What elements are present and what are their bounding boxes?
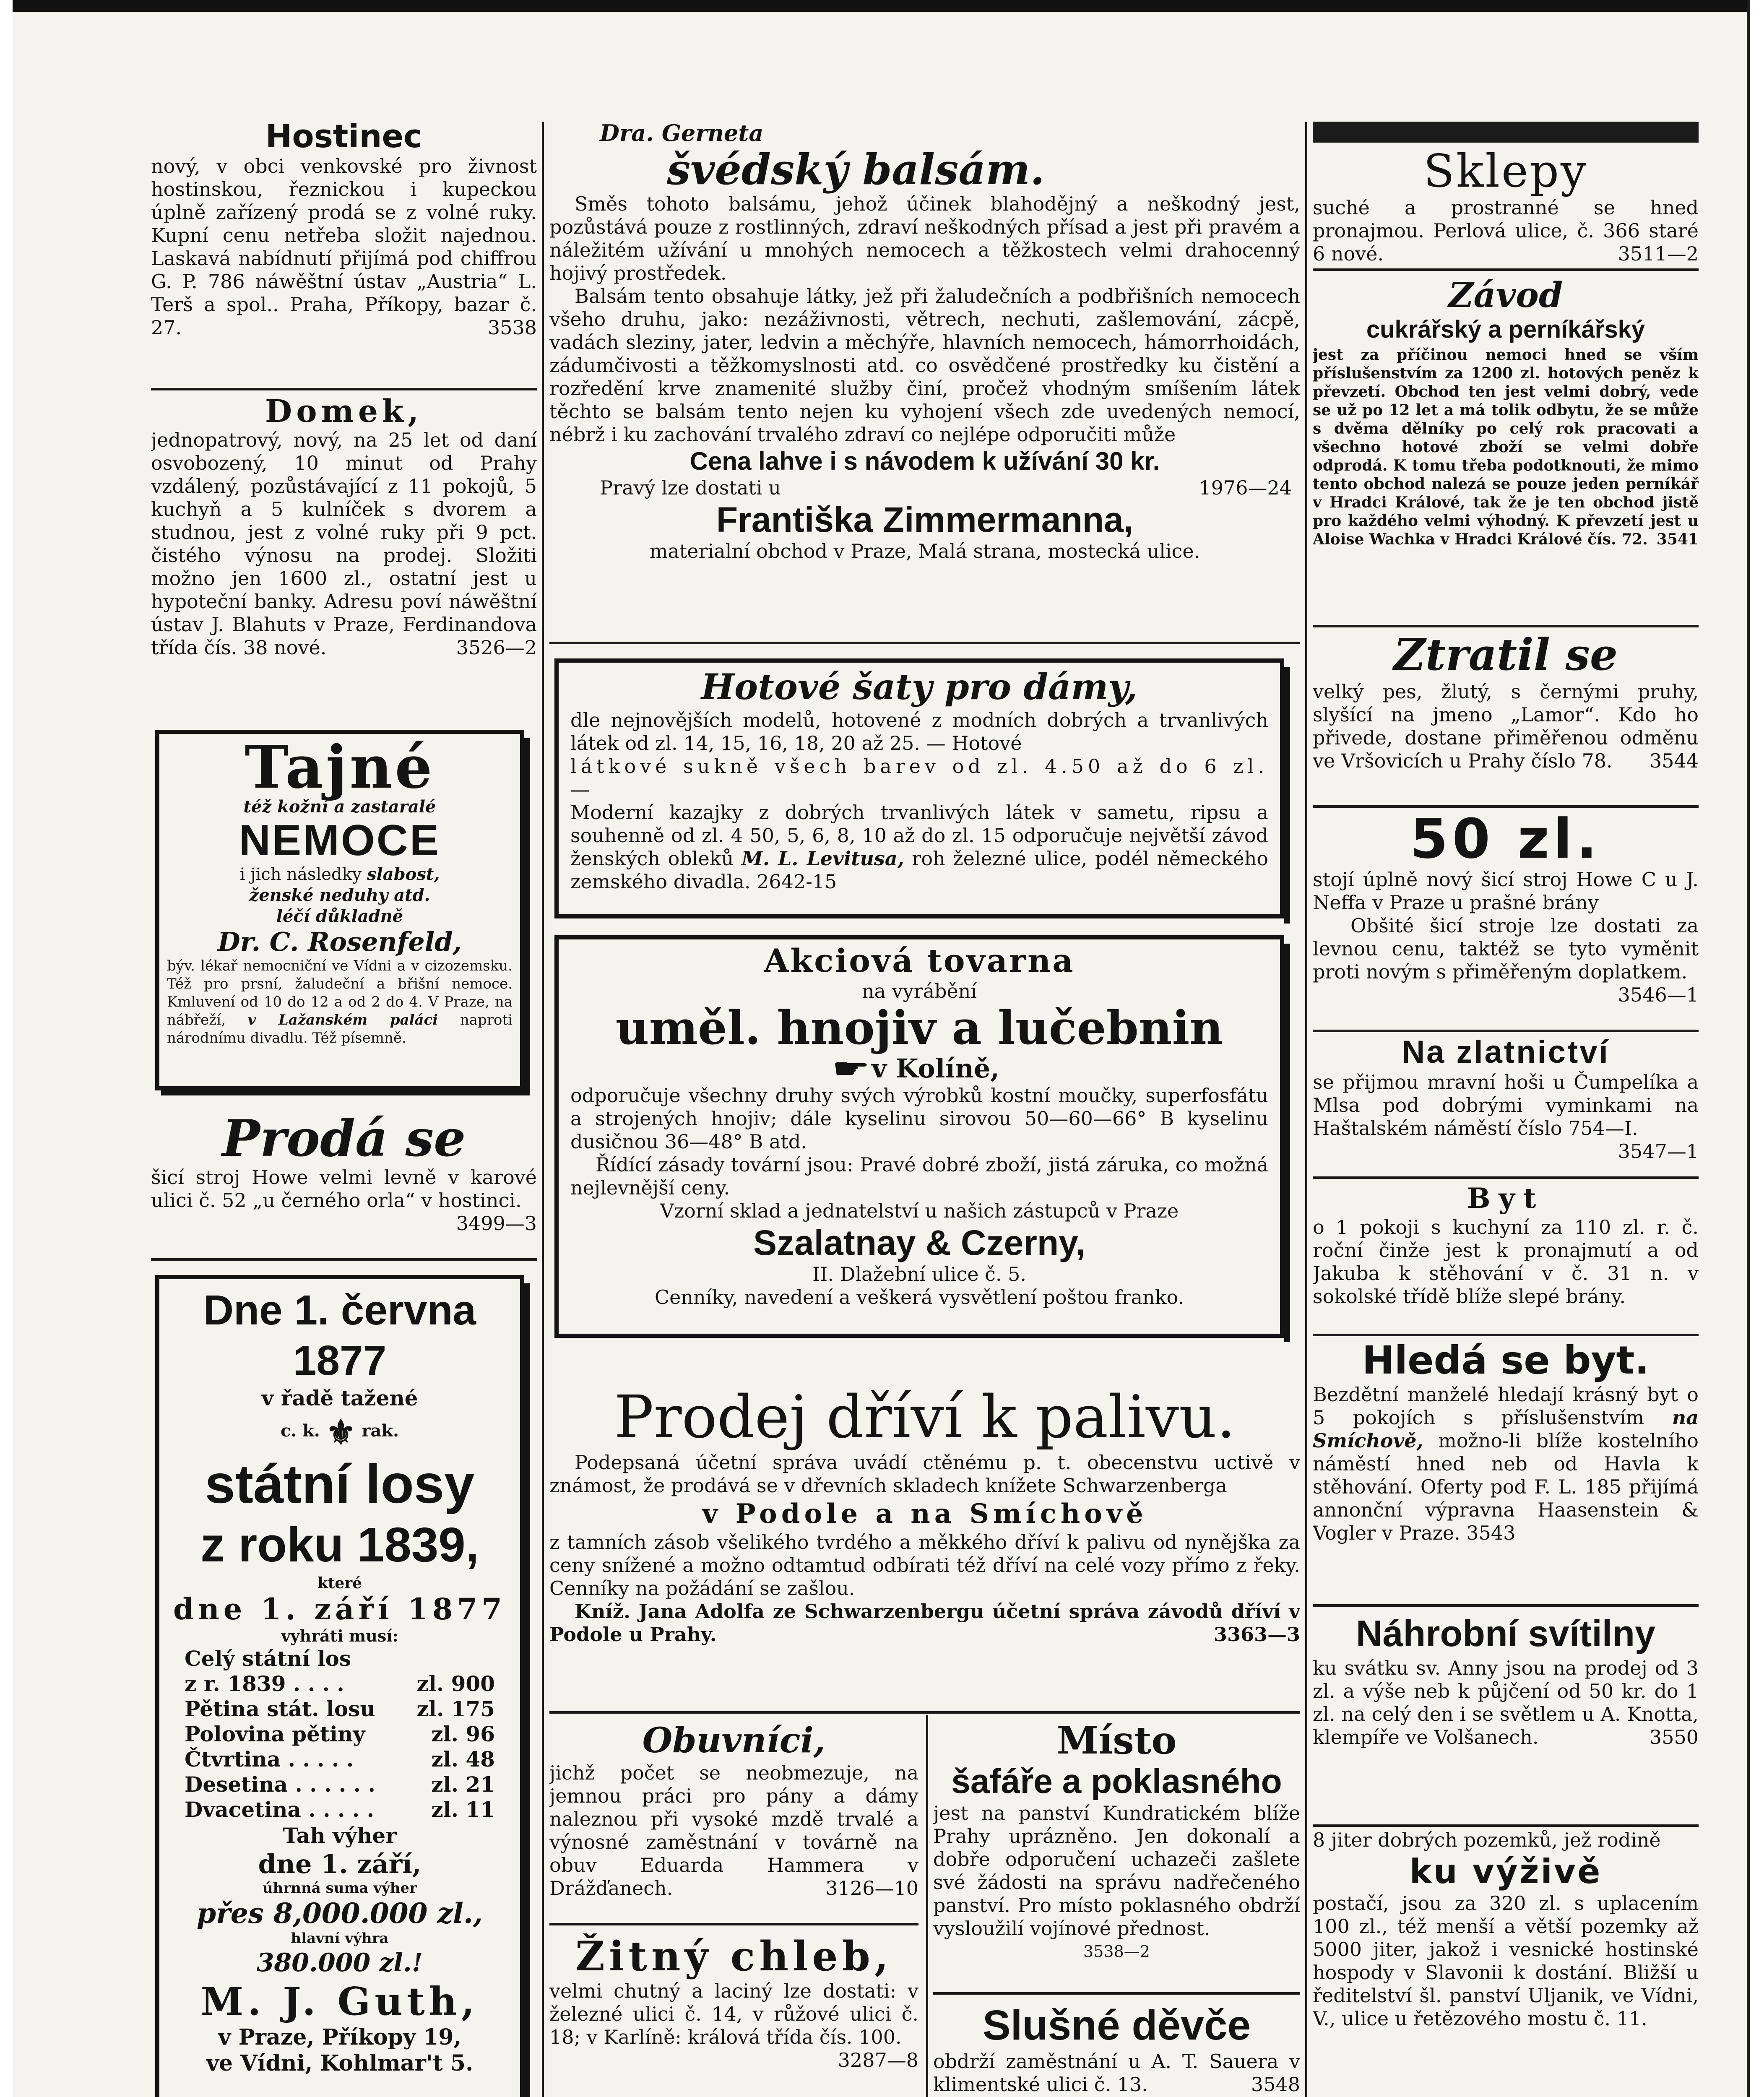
- ad-chleb: [549, 1933, 918, 2072]
- rule: [549, 1711, 1300, 1714]
- ad-line: i jich následky slabost,: [239, 864, 440, 884]
- ad-title: Obuvníci,: [642, 1720, 826, 1761]
- ad-balsam: [549, 120, 1300, 563]
- prize-row: Polovina pětiny zl. 96: [185, 1722, 495, 1746]
- ad-ref: 3499—3: [456, 1212, 537, 1235]
- ad-title: švédský balsám.: [667, 145, 1045, 194]
- ad-address: ve Vídni, Kohlmar't 5.: [206, 2050, 474, 2076]
- ad-place: ☛ v Kolíně,: [832, 1053, 999, 1084]
- ad-body: stojí úplně nový šicí stroj Howe C u J. Neffa v Praze u prašné brány: [1313, 868, 1699, 914]
- ad-main-prize: 380.000 zl.!: [256, 1948, 423, 1977]
- ad-ztratil: [1313, 629, 1699, 773]
- ad-price: Cena lahve i s návodem k užívání 30 kr.: [689, 447, 1160, 475]
- ad-line: v řadě tažené: [261, 1386, 418, 1410]
- ad-title: Akciová tovarna: [764, 942, 1075, 979]
- ad-domek: [151, 394, 537, 659]
- box-shadow: [524, 1283, 530, 2097]
- ad-byt: [1313, 1181, 1699, 1308]
- rule: [1313, 1176, 1699, 1179]
- ad-proda-se: [151, 1111, 537, 1235]
- ad-address: v Praze, Příkopy 19,: [218, 2024, 461, 2050]
- scan-top-edge: [13, 0, 1753, 12]
- ad-year: z roku 1839,: [200, 1517, 479, 1572]
- ad-title: Byt: [1467, 1182, 1545, 1215]
- scan-edge-left: [0, 0, 14, 2097]
- rule: [549, 642, 1300, 644]
- ad-title: Prodej dříví k palivu.: [614, 1384, 1236, 1452]
- ad-body: Obšité šicí stroje lze dostati za levnou cenu, taktéž se tyto vyměnit proti novým s přiměřeným doplatkem. 3546—1: [1313, 914, 1699, 1006]
- prize-row: z r. 1839 . . . . zl. 900: [185, 1671, 495, 1696]
- ad-devce: [933, 2001, 1300, 2096]
- ad-title: ku výživě: [1409, 1852, 1602, 1891]
- ad-title: Domek,: [265, 394, 423, 429]
- ad-big: uměl. hnojiv a lučebnin: [615, 1001, 1223, 1055]
- ad-author: Dra. Gerneta: [600, 120, 764, 146]
- ad-title: 50 zl.: [1410, 809, 1601, 871]
- ad-50zl: [1313, 809, 1699, 1007]
- ad-body: Balsám tento obsahuje látky, jež při žaludečních a podbřišních nemocech všeho druhu, jako: nezáživnosti, větrech, nechuti, zašlemování, zácpě, vadách sleziny, jater, ledvin a měchýře, hlavních nemocech, hámorrhoidách, zádumčivosti a těžkomyslnosti atd. co osvědčené prostředky ku čistění a rozředění krve znamenité služby činí, pročež vhodným smíšením látek těchto se balsám tento nejen ku vyhojení všech zde uvedených nemocí, nébrž i ku zachování trvalého zdraví co nejlépe odporučiti může: [549, 285, 1300, 446]
- ad-title: Dne 1. června 1877: [203, 1287, 476, 1384]
- box-shadow: [161, 1090, 530, 1095]
- ad-body: dle nejnovějších modelů, hotovené z modních dobrých a trvanlivých látek od zl. 14, 15, 16, 18, 20 až 25. — Hotové: [570, 709, 1268, 755]
- ad-ref: 3550: [1649, 1726, 1699, 1748]
- ad-line: ženské neduhy atd.: [249, 885, 430, 905]
- box-shadow: [1284, 667, 1290, 924]
- rule: [151, 388, 537, 390]
- ad-body: Vzorní sklad a jednatelství u našich zástupců v Praze: [660, 1199, 1179, 1222]
- ad-title: Místo: [1056, 1720, 1177, 1763]
- ad-body: šicí stroj Howe velmi levně v karové ulici č. 52 „u černého orla“ v hostinci. 3499—3: [151, 1166, 537, 1235]
- ad-tovarna-box: [554, 935, 1284, 1338]
- ad-title: Náhrobní svítilny: [1356, 1613, 1655, 1654]
- ad-ref: 3547—1: [1618, 1140, 1699, 1163]
- column-rule-1: [542, 122, 544, 2097]
- ad-tajne-box: [155, 730, 524, 1090]
- ad-firm: Františka Zimmermanna,: [716, 500, 1134, 539]
- ad-saty-box: [554, 658, 1284, 918]
- prize-table: [168, 1646, 512, 1822]
- ad-body: ku svátku sv. Anny jsou na prodej od 3 zl. a výše neb k půjčení od 50 kr. do 1 zl. na celý den i se světlem u A. Knotta, klempíře ve Volšanech. 3550: [1313, 1657, 1699, 1748]
- ad-line: Pravý lze dostati u 1976—24: [600, 476, 1292, 499]
- ad-title: Hledá se byt.: [1362, 1338, 1650, 1383]
- prize-row: Celý státní los: [185, 1646, 351, 1671]
- ad-line: Cenníky, navedení a veškerá vysvětlení poštou franko.: [654, 1286, 1184, 1309]
- ad-body: postačí, jsou za 320 zl. s uplacením 100 zl., též menší a větší pozemky až 5000 jiter, jakož i vesnické hostinské hospody v Slavonii k dostání. Bližší u ředitelství šl. panství Uljanik, ve Vídni, V., ulice u řetězového mostu č. 11.: [1313, 1892, 1699, 2030]
- ad-body: velký pes, žlutý, s černými pruhy, slyšící na jmeno „Lamor“. Kdo ho přivede, dostane přiměřenou odměnu ve Vršovicích u Prahy číslo 78. 3544: [1313, 680, 1699, 772]
- ad-title: Sklepy: [1423, 147, 1588, 198]
- ad-line: hlavní výhra: [291, 1930, 389, 1947]
- ad-big: státní losy: [205, 1453, 475, 1514]
- ad-title-2: cukrářský a perníkářský: [1366, 316, 1645, 343]
- ad-ref: 3538—2: [1083, 1942, 1150, 1961]
- ad-ref: 3541: [1656, 531, 1699, 548]
- ad-ref: 3543: [1466, 1522, 1516, 1544]
- ad-zlatnictvi: [1313, 1034, 1699, 1163]
- ad-address: materialní obchod v Praze, Malá strana, mostecká ulice.: [649, 540, 1200, 562]
- ad-ref: 3546—1: [1618, 983, 1699, 1006]
- ad-title: Prodá se: [222, 1111, 466, 1168]
- ad-line: dne 1. září,: [258, 1849, 421, 1879]
- ad-body: látkové sukně všech barev od zl. 4.50 až do 6 zl. —: [570, 755, 1268, 801]
- ad-lead: 8 jiter dobrých pozemků, jež rodině: [1313, 1829, 1661, 1851]
- prize-row: Desetina . . . . . . zl. 21: [185, 1772, 495, 1797]
- ad-line: úhrnná suma výher: [262, 1880, 417, 1897]
- ad-body: velmi chutný a laciný lze dostati: v železné ulici č. 14, v růžové ulici č. 18; v Karlíně: králová třída čís. 100. 3287—8: [549, 1980, 918, 2071]
- ad-total: přes 8,000.000 zl.,: [197, 1897, 483, 1930]
- ad-title: Na zlatnictví: [1402, 1034, 1610, 1070]
- ad-firm: Szalatnay & Czerny,: [753, 1223, 1086, 1262]
- ad-date: dne 1. září 1877: [173, 1592, 506, 1626]
- ad-sklepy: [1313, 147, 1699, 265]
- ad-body: jest za příčinou nemoci hned se vším příslušenstvím za 1200 zl. hotových peněz k převzetí. Obchod ten jest velmi dobrý, vede se už po 12 let a má tolik odbytu, že se může s dvěma dělníky po celý rok pracovati a všechno hotové zboží se velmi dobře odprodá. K tomu třeba podotknouti, že mimo tento obchod nalezá se pouze jeden perníkář v Hradci Králové, tak že je ten obchod jistě pro každého velmi výhodný. K převzetí jest u Aloise Wachka v Hradci Králové čís. 72. 3541: [1313, 346, 1699, 548]
- ad-body: Moderní kazajky z dobrých trvanlivých látek v sametu, ripsu a souhenně od zl. 4 50, 5, 6, 8, 10 až do zl. 15 odporučuje největší závod ženských obleků M. L. Levitusa, roh železné ulice, podél německého zemského divadla. 2642-15: [570, 801, 1269, 893]
- ad-ref: 3544: [1649, 749, 1699, 772]
- ad-body: Řídící zásady tovární jsou: Pravé dobré zboží, jistá záruka, co možná nejlevnější ceny.: [570, 1153, 1268, 1199]
- ad-title: Slušné děvče: [982, 2002, 1251, 2049]
- ad-body: Bezdětní manželé hledají krásný byt o 5 pokojích s příslušenstvím na Smíchově, možno-li blíže kostelního náměstí hned neb od Havla k stěhování. Oferty pod F. L. 185 přijímá annonční výpravna Haasenstein & Vogler v Praze. 3543: [1313, 1383, 1699, 1544]
- rule: [1313, 625, 1699, 627]
- ad-hleda-byt: [1313, 1338, 1699, 1545]
- ad-ref: 3126—10: [825, 1877, 918, 1899]
- ad-ref: 2642-15: [757, 870, 837, 893]
- column-rule-sub: [926, 1715, 928, 2097]
- ad-line: na vyrábění: [861, 980, 977, 1002]
- prize-row: Pětina stát. losu zl. 175: [185, 1696, 495, 1721]
- ad-title: Ztratil se: [1393, 629, 1618, 680]
- eagle-emblem-icon: ⚜: [325, 1413, 356, 1452]
- ad-body: jest na panství Kundratickém blíže Prahy uprázněno. Jen dokonalí a dobře odporučení uchazeči zašlete své žádosti na správu nadřečeného panství. Pro místo poklasného obdrží vysloužilí vojínové přednost.: [933, 1802, 1300, 1940]
- ad-body: obdrží zaměstnání u A. T. Sauera v klimentské ulici č. 13. 3548: [933, 2050, 1300, 2096]
- column-rule-2: [1305, 122, 1307, 2097]
- ad-body: odporučuje všechny druhy svých výrobků kostní moučky, superfosfátu a strojených hnojiv; dále kyselinu sirovou 50—60—66° B kyselinu dusičnou 36—48° B atd.: [570, 1084, 1268, 1153]
- box-shadow: [524, 738, 530, 1095]
- ad-title: Hotové šaty pro dámy,: [701, 666, 1138, 708]
- ad-ref: 3287—8: [838, 2049, 918, 2071]
- box-shadow: [1284, 944, 1290, 1342]
- rule: [1313, 805, 1699, 808]
- rule: [933, 1992, 1300, 1995]
- ad-body: jednopatrový, nový, na 25 let od daní osvobozený, 10 minut od Prahy vzdálený, pozůstávající z 11 pokojů, 5 kuchyň a 5 kulníček s dvorem a studnou, jest z volné ruky při 9 pct. čistého výnosu na prodej. Složiti možno jen 1600 zl., ostatní jest u hypoteční banky. Adresu poví náwěštní ústav J. Blahuts v Praze, Ferdinandova třída čís. 38 nové. 3526—2: [151, 429, 537, 659]
- ad-drivi: [549, 1384, 1300, 1646]
- ad-line: které: [317, 1574, 362, 1592]
- ad-title: Žitný chleb,: [575, 1933, 893, 1980]
- ad-body: jichž počet se neobmezuje, na jemnou práci pro pány a dámy naleznou při vysoké mzdě trvalé a výnosné zaměstnání v továrně na obuv Eduarda Hammera v Drážďanech. 3126—10: [549, 1761, 918, 1899]
- rule: [1313, 1030, 1699, 1032]
- ad-body: Směs tohoto balsámu, jehož účinek blahodějný a neškodný jest, pozůstává pouze z rostlinných, zdraví neškodných přísad a jest při pravém a náležitém užívání u mnohých nemocech a těžkostech velmi drahocenný hojivý prostředek.: [549, 193, 1300, 284]
- rule: [1313, 268, 1699, 271]
- ad-ref: 3511—2: [1618, 242, 1699, 265]
- ad-title-2: NEMOCE: [239, 816, 441, 865]
- ad-body: z tamních zásob všelikého tvrdého a měkkého dříví k palivu od nynějška za ceny snížené a možno odtamtud odbírati též dříví na celé vozy přímo z řeky. Cenníky na požádání se zašlou.: [549, 1531, 1300, 1600]
- ad-title: Tajné: [245, 733, 435, 802]
- ad-line: Tah výher: [283, 1823, 397, 1848]
- ad-body: se přijmou mravní hoši u Čumpelíka a Mlsa pod dobrými vyminkami na Haštalském náměstí číslo 754—I. 3547—1: [1313, 1071, 1699, 1163]
- ad-firm: M. J. Guth,: [200, 1979, 479, 2024]
- ad-svitilny: [1313, 1610, 1699, 1749]
- ad-ref: 3526—2: [456, 636, 537, 659]
- ad-doctor: Dr. C. Rosenfeld,: [217, 926, 462, 957]
- ad-ref: 3548: [1251, 2073, 1300, 2096]
- ad-losy-box: [155, 1275, 524, 2097]
- ad-line: léčí důkladně: [276, 906, 403, 926]
- ad-pozemky: [1313, 1829, 1699, 2030]
- scan-edge-right: [1747, 0, 1764, 2097]
- ad-body: Podepsaná účetní správa uvádí ctěnému p. t. obecenstvu uctivě v známost, že prodává se v dřevních skladech knížete Schwarzenberga: [549, 1451, 1300, 1497]
- ad-address: II. Dlažební ulice č. 5.: [812, 1263, 1027, 1285]
- ad-sub: v Podole a na Smíchově: [702, 1498, 1147, 1530]
- rule: [151, 1258, 537, 1261]
- ad-title-2: šafáře a poklasného: [951, 1762, 1282, 1800]
- rule: [1313, 1334, 1699, 1336]
- header-bar: [1313, 122, 1699, 143]
- ad-ref: 3538: [487, 316, 537, 339]
- ad-line: c. k. ⚜ rak.: [280, 1413, 399, 1452]
- ad-title: Závod: [1448, 277, 1563, 315]
- ad-ref: 1976—24: [1199, 476, 1292, 499]
- ad-title: Hostinec: [265, 120, 423, 155]
- rule: [1313, 1824, 1699, 1827]
- ad-body: býv. lékař nemocniční ve Vídni a v cizozemsku. Též pro prsní, žaludeční a břišní nemoce. Kmluvení od 10 do 12 a od 2 do 4. V Praze, na nábřeží, v Lažanském paláci naproti národnímu divadlu. Též písemně.: [167, 957, 513, 1046]
- ad-sign: Kníž. Jana Adolfa ze Schwarzenbergu účetní správa závodů dříví v Podole u Prahy. 3363—3: [549, 1600, 1300, 1646]
- prize-row: Dvacetina . . . . . zl. 11: [185, 1797, 495, 1822]
- pointing-hand-icon: ☛: [832, 1053, 870, 1084]
- ad-misto: [933, 1720, 1300, 1963]
- ad-body: nový, v obci venkovské pro živnost hostinskou, řeznickou i kupeckou úplně zařízený prodá se z volné ruky. Kupní cenu netřeba složit najednou. Laskavá nabídnutí přijímá pod chiffrou G. P. 786 náwěštní ústav „Austria“ L. Terš a spol.. Praha, Příkopy, bazar č. 27. 3538: [151, 155, 537, 339]
- ad-ref: 3363—3: [1213, 1623, 1300, 1646]
- ad-subtitle: též kožní a zastaralé: [243, 797, 436, 817]
- rule: [1313, 1604, 1699, 1607]
- ad-line: vyhráti musí:: [281, 1626, 398, 1645]
- ad-obuvnici: [549, 1720, 918, 1900]
- ad-hostinec: [151, 120, 537, 339]
- ad-body: suché a prostranné se hned pronajmou. Perlová ulice, č. 366 staré 6 nové. 3511—2: [1313, 196, 1699, 265]
- prize-row: Čtvrtina . . . . . zl. 48: [185, 1747, 495, 1772]
- rule: [549, 1923, 918, 1925]
- ad-body: o 1 pokoji s kuchyní za 110 zl. r. č. roční činže jest k pronajmutí a od Jakuba k stěhování v č. 31 n. v sokolské třídě blíže slepé brány.: [1313, 1216, 1699, 1308]
- ad-zavod: [1313, 277, 1699, 549]
